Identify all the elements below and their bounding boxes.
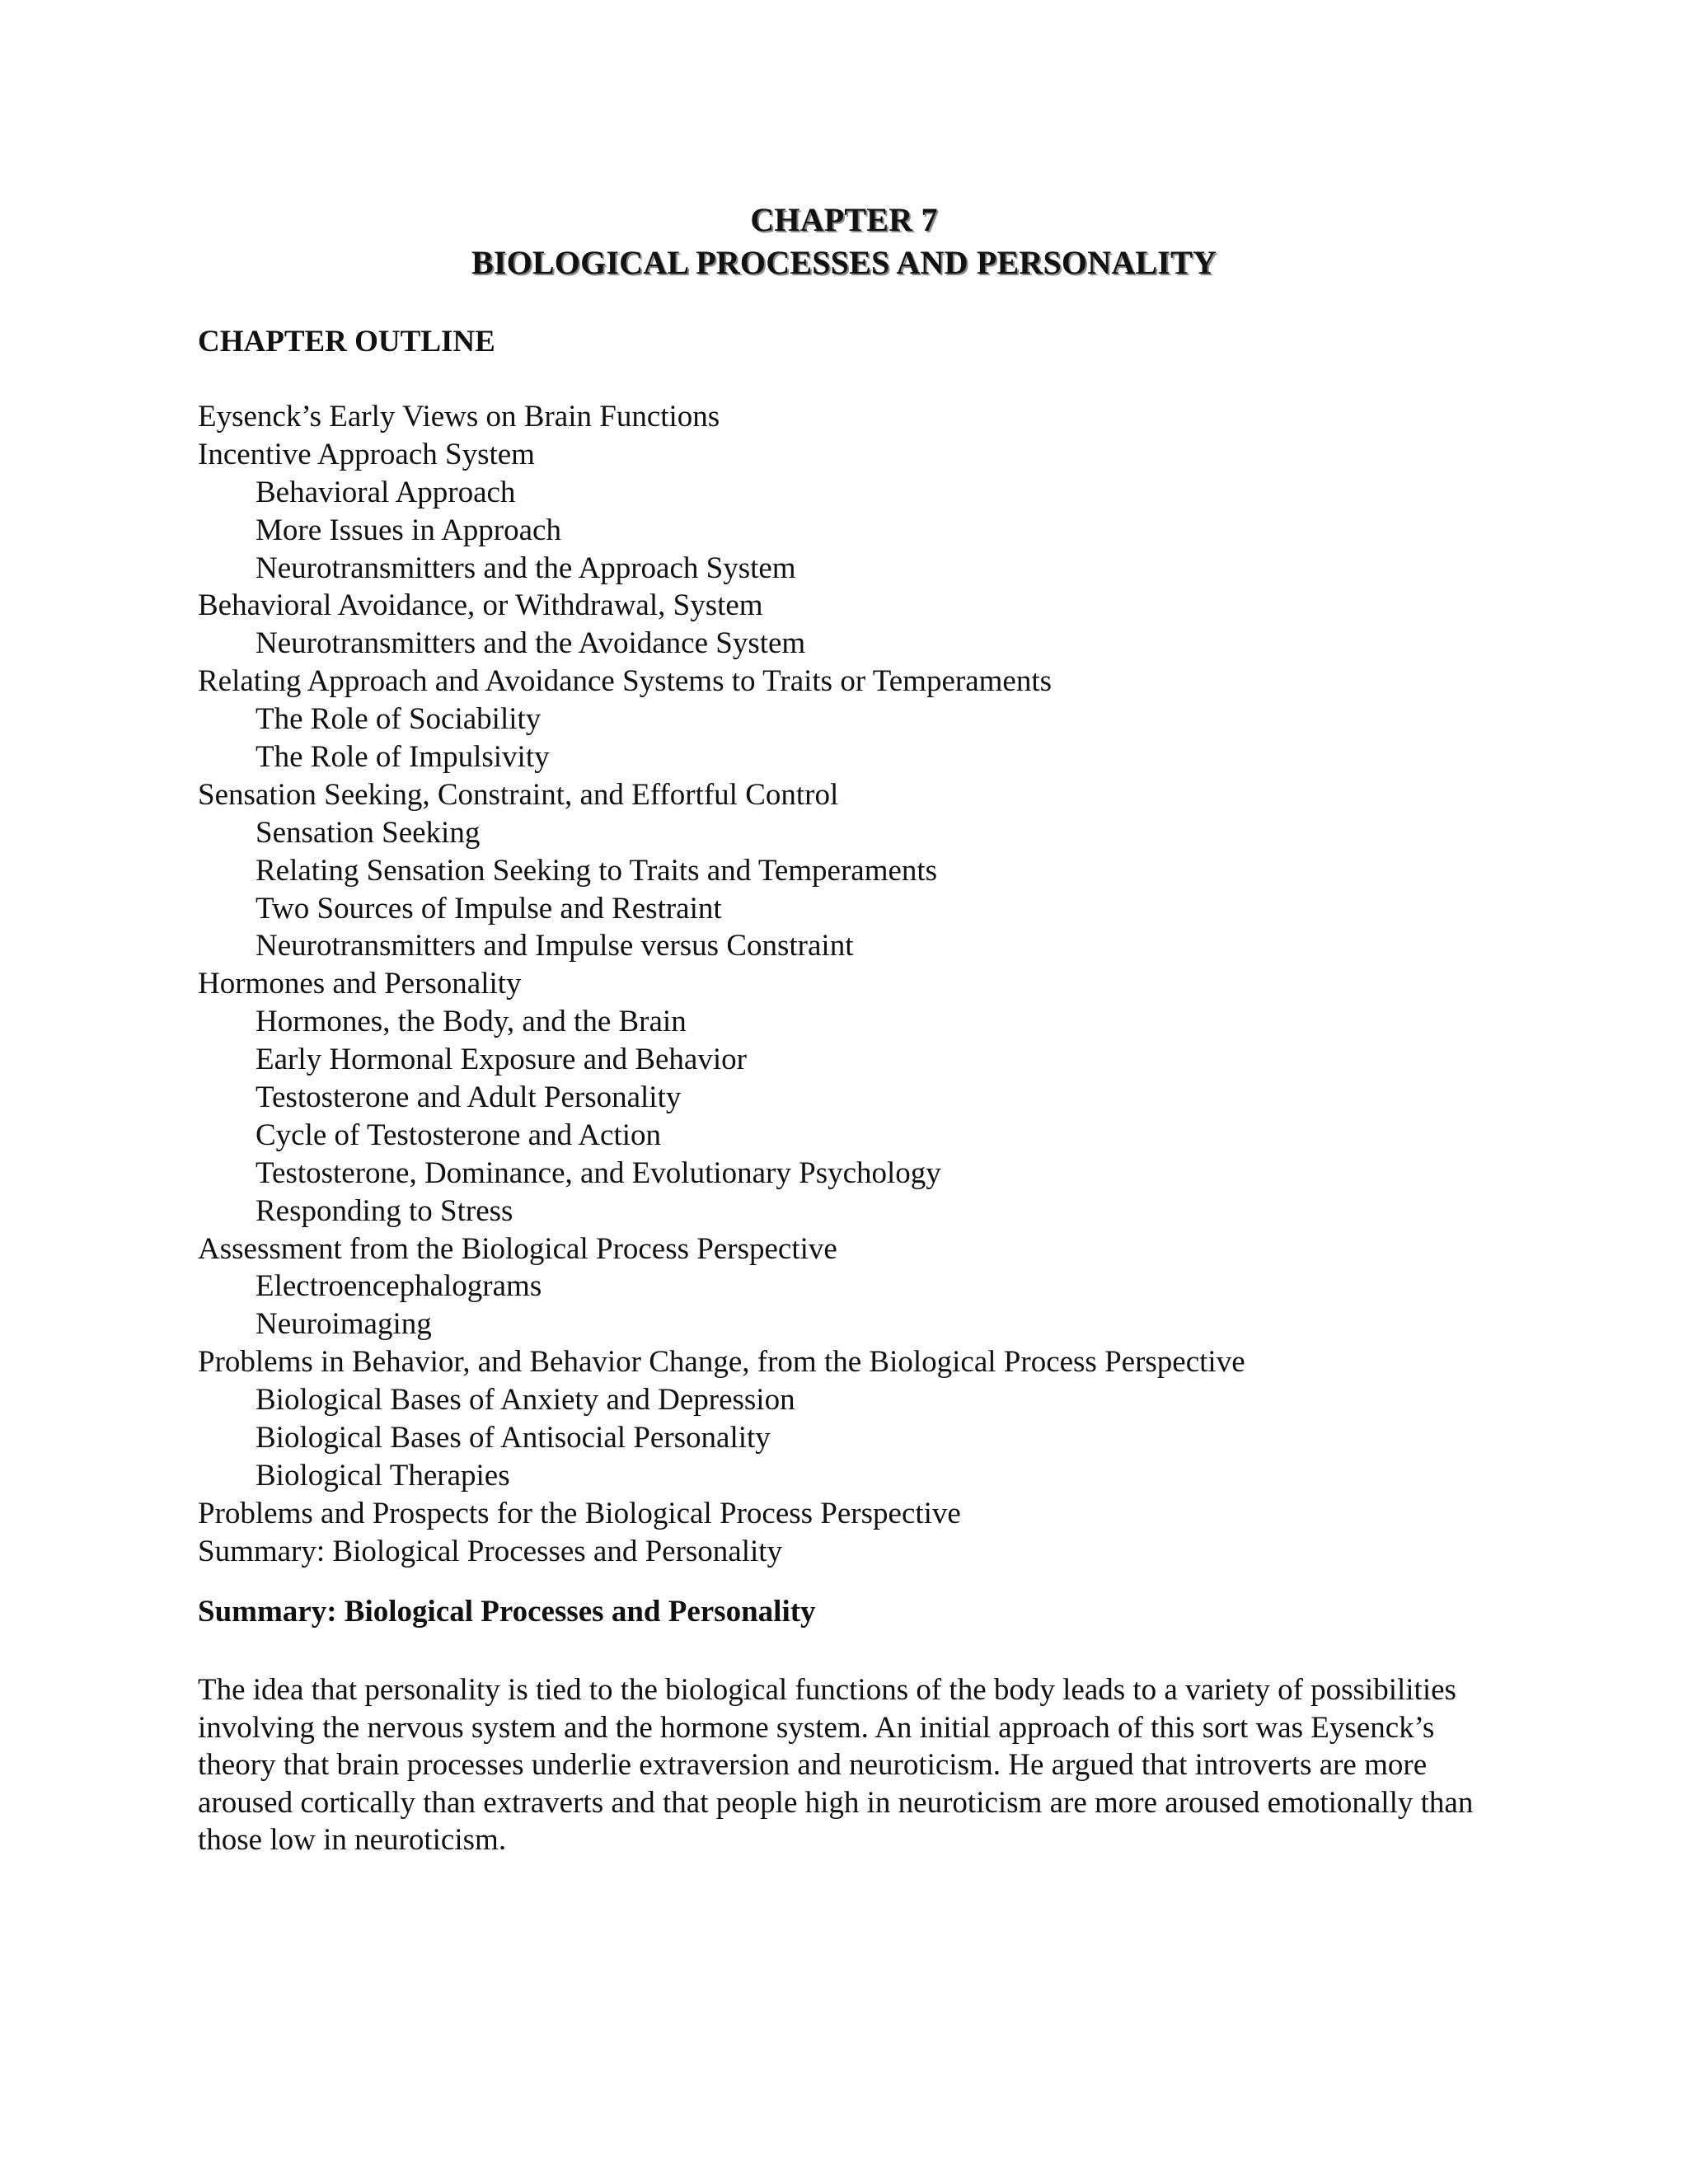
outline-item: Relating Approach and Avoidance Systems to Traits or Temperaments — [198, 664, 1052, 699]
outline-subitem: Testosterone, Dominance, and Evolutionary Psychology — [256, 1155, 941, 1190]
outline-item: Hormones and Personality — [198, 967, 522, 1001]
chapter-number: CHAPTER 7 — [750, 201, 938, 238]
outline-item: Incentive Approach System — [198, 437, 535, 471]
outline-subitem: Electroencephalograms — [256, 1269, 542, 1304]
outline-subitem: Neuroimaging — [256, 1307, 432, 1342]
chapter-title: BIOLOGICAL PROCESSES AND PERSONALITY — [471, 244, 1217, 281]
summary-heading: Summary: Biological Processes and Personality — [198, 1595, 816, 1629]
outline-item: Problems and Prospects for the Biological Process Perspective — [198, 1496, 961, 1530]
outline-subitem: Biological Bases of Anxiety and Depression — [256, 1383, 795, 1418]
chapter-outline-list — [198, 398, 1245, 1571]
outline-subitem: Cycle of Testosterone and Action — [256, 1118, 662, 1152]
outline-subitem: Neurotransmitters and the Avoidance System — [256, 626, 806, 661]
outline-subitem: Biological Therapies — [256, 1458, 510, 1493]
outline-item: Sensation Seeking, Constraint, and Effortful Control — [198, 777, 839, 812]
outline-subitem: Testosterone and Adult Personality — [256, 1080, 682, 1115]
outline-subitem: Sensation Seeking — [256, 815, 481, 850]
outline-subitem: More Issues in Approach — [256, 513, 561, 547]
outline-item: Problems in Behavior, and Behavior Change, from the Biological Process Perspective — [198, 1345, 1245, 1380]
outline-subitem: The Role of Impulsivity — [256, 740, 550, 775]
outline-subitem: Neurotransmitters and the Approach System — [256, 551, 796, 585]
outline-item: Assessment from the Biological Process Perspective — [198, 1231, 837, 1266]
summary-paragraph: The idea that personality is tied to the biological functions of the body leads to a variety of possibilities involving the nervous system and the hormone system. An initial approach of this sort was Eysenck’s theory that brain processes underlie extraversion and neuroticism. He argued that introverts are more aroused cortically than extraverts and that people high in neuroticism are more aroused emotionally than those low in neuroticism. — [198, 1673, 1474, 1858]
outline-subitem: Behavioral Approach — [256, 475, 516, 509]
outline-subitem: Two Sources of Impulse and Restraint — [256, 891, 722, 926]
outline-item: Summary: Biological Processes and Personality — [198, 1534, 783, 1568]
outline-item: Behavioral Avoidance, or Withdrawal, System — [198, 588, 763, 623]
outline-subitem: Biological Bases of Antisocial Personality — [256, 1421, 771, 1455]
outline-subitem: Hormones, the Body, and the Brain — [256, 1005, 687, 1039]
outline-item: Eysenck’s Early Views on Brain Functions — [198, 400, 720, 434]
chapter-outline-heading: CHAPTER OUTLINE — [198, 325, 495, 359]
outline-subitem: Neurotransmitters and Impulse versus Constraint — [256, 929, 854, 963]
outline-subitem: Relating Sensation Seeking to Traits and Temperaments — [256, 853, 938, 888]
outline-subitem: Early Hormonal Exposure and Behavior — [256, 1043, 747, 1077]
outline-subitem: The Role of Sociability — [256, 702, 542, 737]
outline-subitem: Responding to Stress — [256, 1193, 513, 1228]
